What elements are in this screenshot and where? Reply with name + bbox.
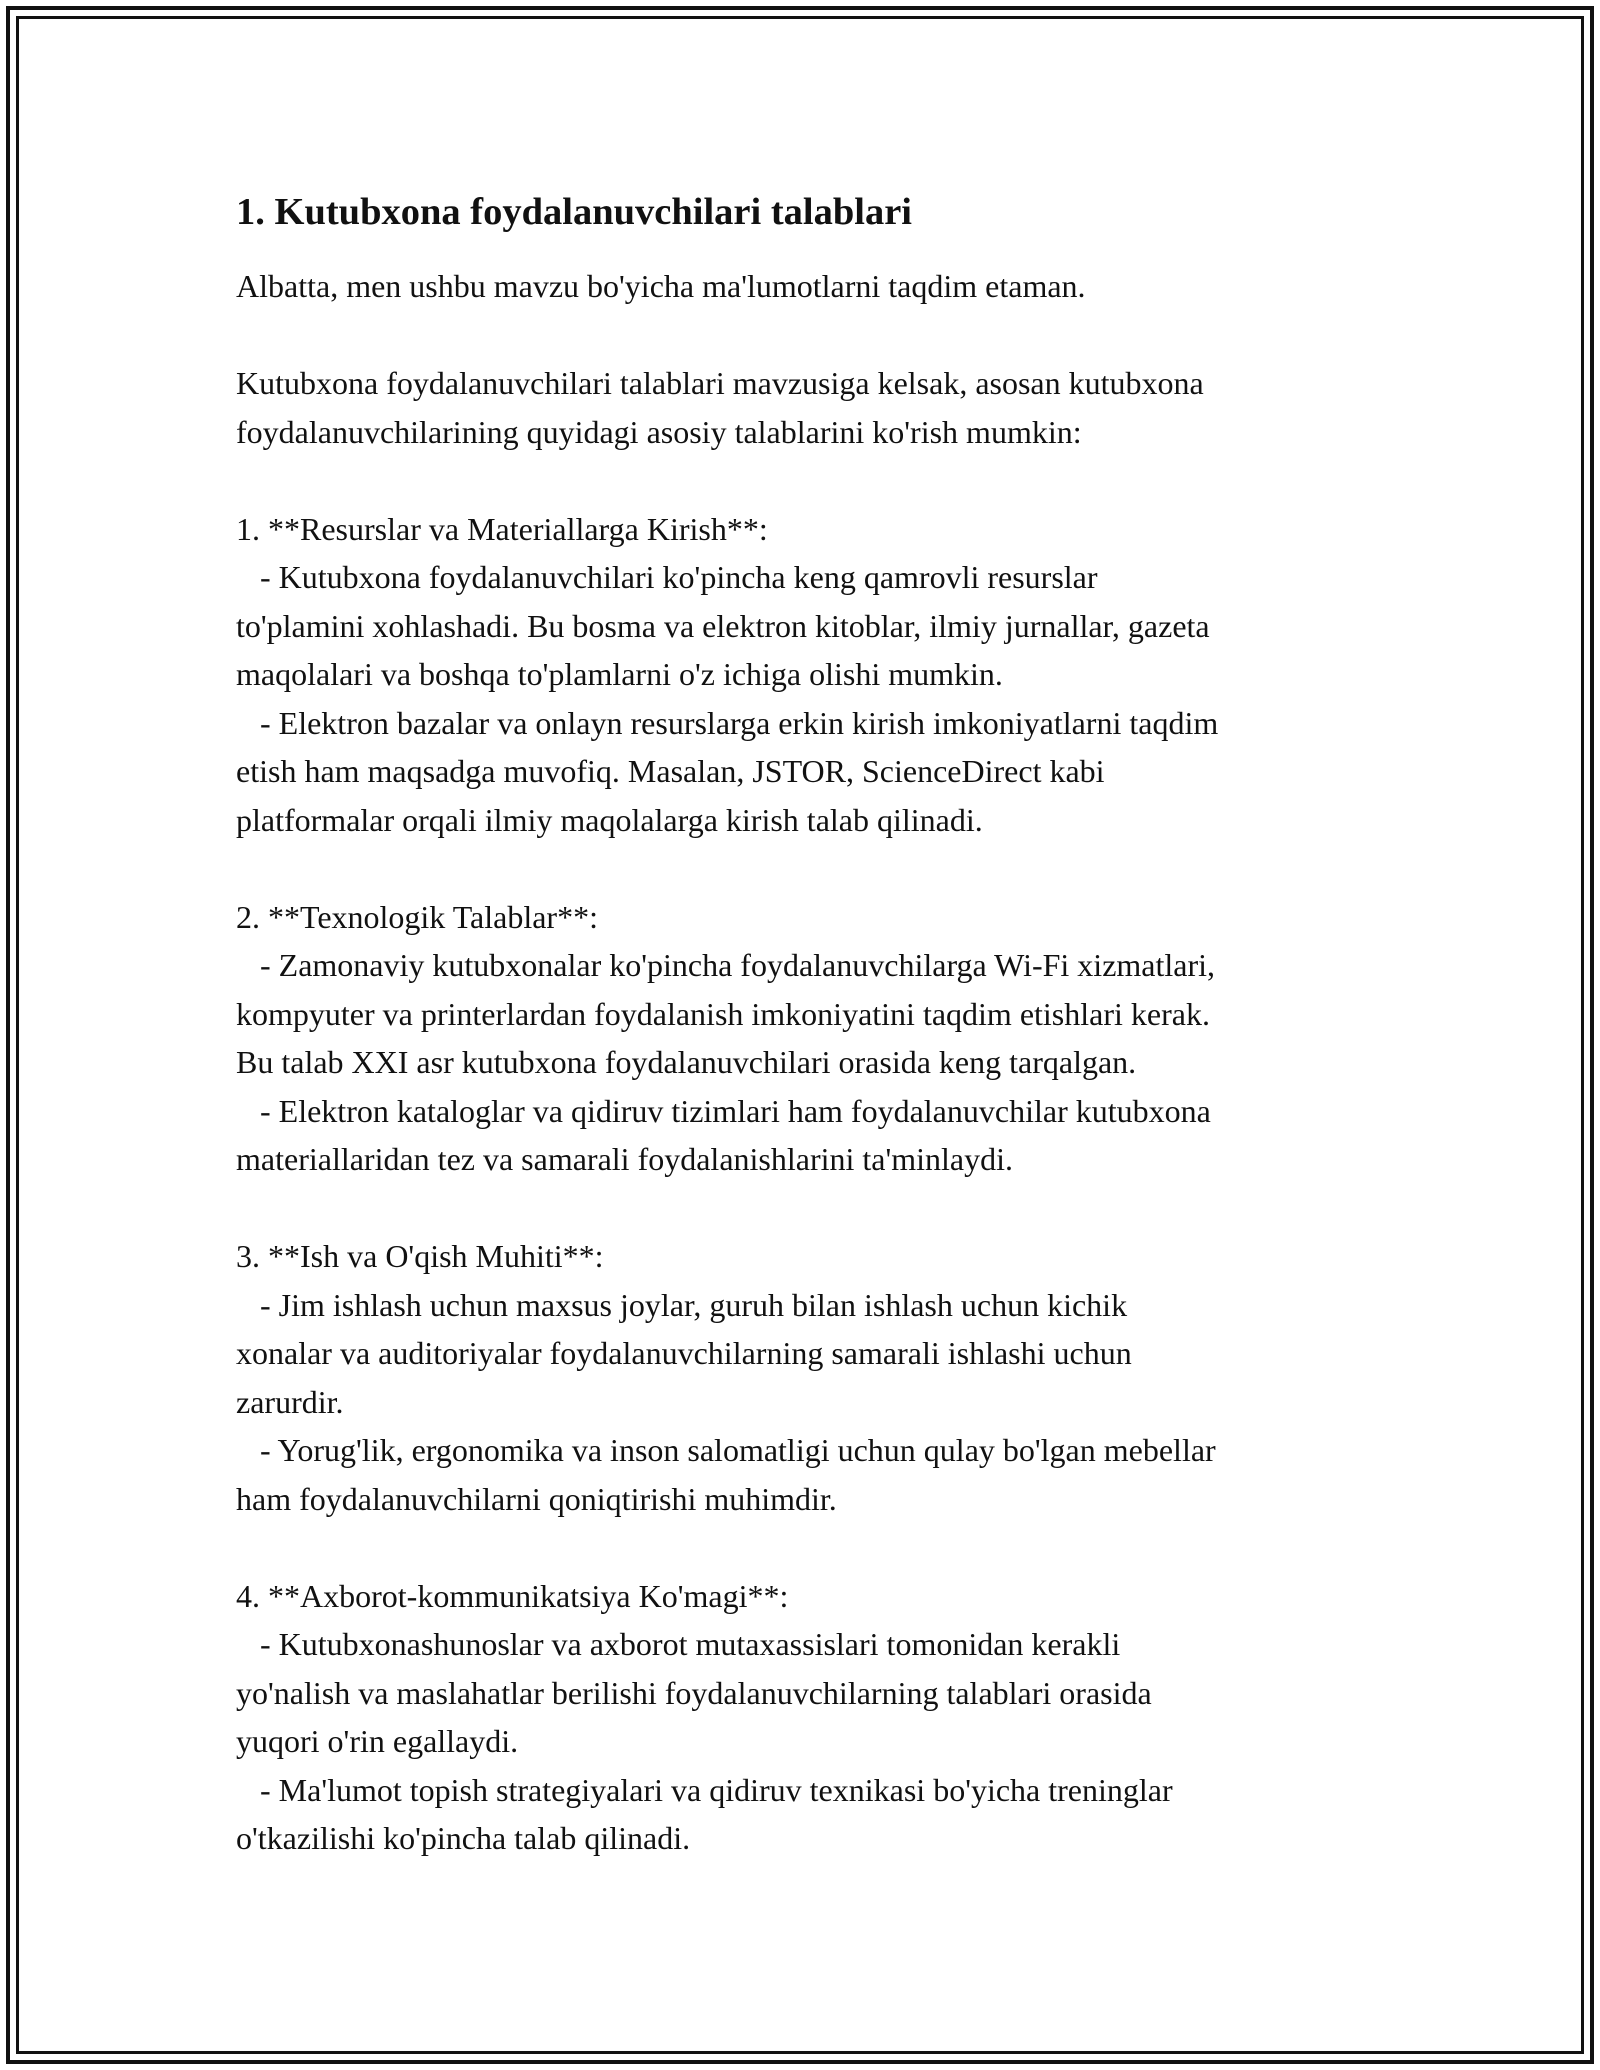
section-bullet: - Kutubxona foydalanuvchilari ko'pincha keng qamrovli resurslar to'plamini xohlashadi. Bu bosma va elektron kitoblar, ilmiy jurnallar, gazeta maqolalari va boshqa to'plamlarni o'z ichiga olishi mumkin. [236, 559, 1210, 692]
section-resources [236, 505, 1416, 845]
section-heading: 4. **Axborot-kommunikatsiya Ko'magi**: [236, 1577, 789, 1614]
section-bullet: - Elektron kataloglar va qidiruv tizimlari ham foydalanuvchilar kutubxona materiallaridan tez va samarali foydalanishlarini ta'minlaydi. [236, 1092, 1211, 1177]
paragraph-gap [236, 456, 1416, 505]
lead-paragraph: Kutubxona foydalanuvchilari talablari mavzusiga kelsak, asosan kutubxona foydalanuvchilarining quyidagi asosiy talablarini ko'rish mumkin: [236, 365, 1204, 450]
section-technology [236, 893, 1416, 1184]
paragraph-gap [236, 311, 1416, 360]
section-bullet: - Ma'lumot topish strategiyalari va qidiruv texnikasi bo'yicha treninglar o'tkazilishi ko'pincha talab qilinadi. [236, 1771, 1173, 1856]
section-communication [236, 1572, 1416, 1863]
paragraph-gap [236, 1184, 1416, 1233]
document-body [236, 188, 1416, 1863]
section-bullet: - Kutubxonashunoslar va axborot mutaxassislari tomonidan kerakli yo'nalish va maslahatlar berilishi foydalanuvchilarning talablari orasida yuqori o'rin egallaydi. [236, 1626, 1152, 1759]
paragraph-gap [236, 844, 1416, 893]
section-environment [236, 1232, 1416, 1523]
section-bullet: - Yorug'lik, ergonomika va inson salomatligi uchun qulay bo'lgan mebellar ham foydalanuvchilarni qoniqtirishi muhimdir. [236, 1432, 1216, 1517]
section-bullet: - Jim ishlash uchun maxsus joylar, guruh bilan ishlash uchun kichik xonalar va auditoriyalar foydalanuvchilarning samarali ishlashi uchun zarurdir. [236, 1286, 1132, 1420]
paragraph-gap [236, 1523, 1416, 1572]
section-heading: 1. **Resurslar va Materiallarga Kirish**: [236, 510, 768, 547]
document-title: 1. Kutubxona foydalanuvchilari talablari [236, 191, 913, 233]
section-bullet: - Elektron bazalar va onlayn resurslarga erkin kirish imkoniyatlarni taqdim etish ham maqsadga muvofiq. Masalan, JSTOR, ScienceDirect kabi platformalar orqali ilmiy maqolalarga kirish talab qilinadi. [236, 704, 1219, 838]
intro-paragraph: Albatta, men ushbu mavzu bo'yicha ma'lumotlarni taqdim etaman. [236, 268, 1086, 304]
section-heading: 2. **Texnologik Talablar**: [236, 898, 598, 935]
section-bullet: - Zamonaviy kutubxonalar ko'pincha foydalanuvchilarga Wi-Fi xizmatlari, kompyuter va printerlardan foydalanish imkoniyatini taqdim etishlari kerak. Bu talab XXI asr kutubxona foydalanuvchilari orasida keng tarqalgan. [236, 947, 1216, 1080]
section-heading: 3. **Ish va O'qish Muhiti**: [236, 1238, 604, 1274]
